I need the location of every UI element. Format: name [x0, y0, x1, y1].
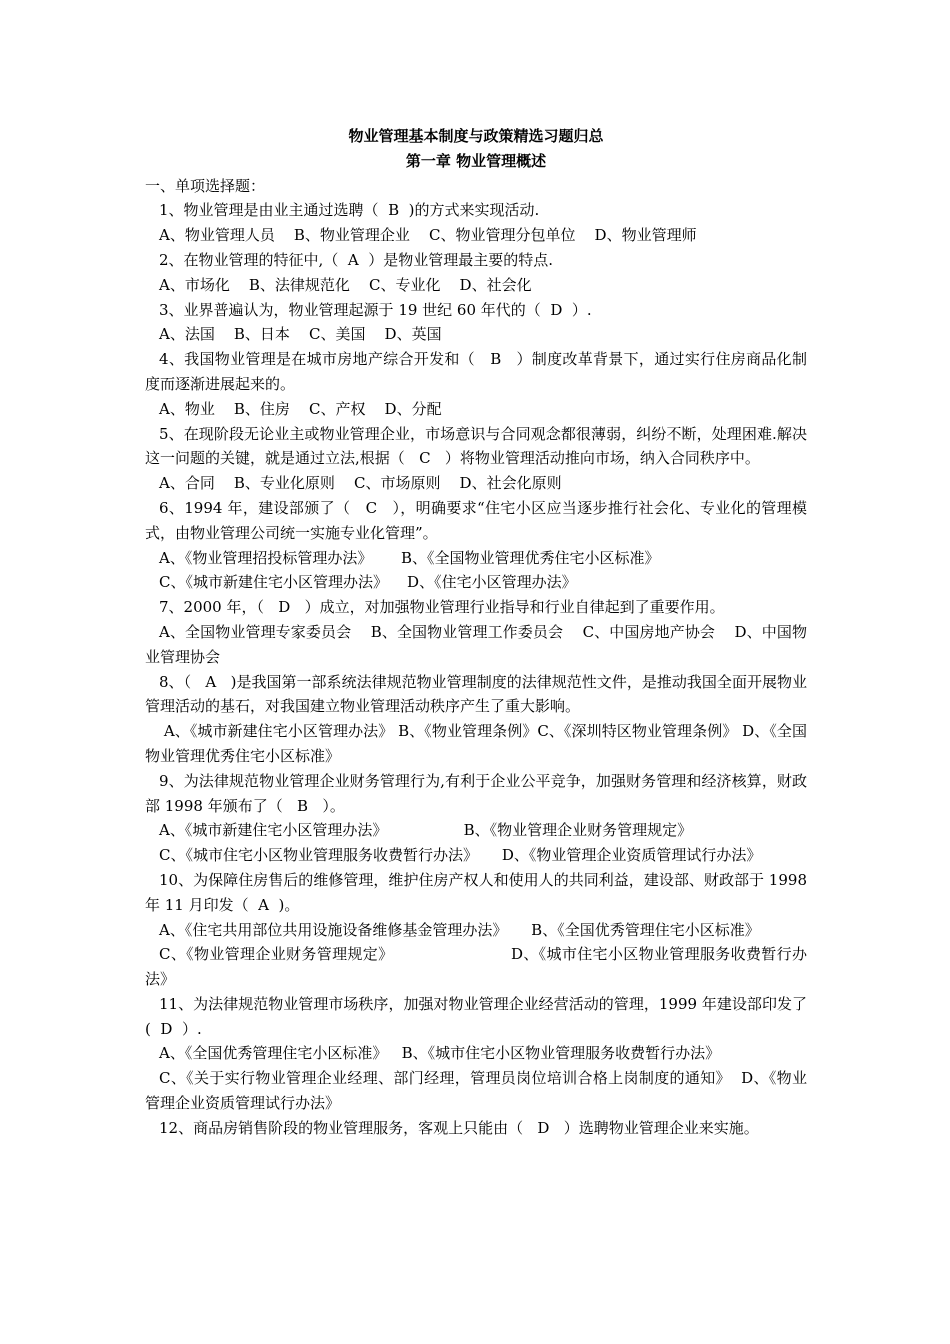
- options-line: C、《关于实行物业管理企业经理、部门经理，管理员岗位培训合格上岗制度的通知》 D、《物业管理企业资质管理试行办法》: [145, 1069, 807, 1113]
- question-line: 3、业界普遍认为，物业管理起源于 19 世纪 60 年代的（ D ）.: [159, 300, 592, 319]
- question-line: 6、1994 年，建设部颁了（ C ），明确要求“住宅小区应当逐步推行社会化、专业化的管理模式，由物业管理公司统一实施专业化管理”。: [145, 498, 807, 542]
- options-line: A、《住宅共用部位共用设施设备维修基金管理办法》 B、《全国优秀管理住宅小区标准》: [159, 920, 760, 939]
- options-line: A、合同 B、专业化原则 C、市场原则 D、社会化原则: [159, 474, 562, 493]
- options-line: A、《物业管理招投标管理办法》 B、《全国物业管理优秀住宅小区标准》: [159, 548, 660, 567]
- question-line: 5、在现阶段无论业主或物业管理企业，市场意识与合同观念都很薄弱，纠纷不断，处理困难.解决这一问题的关键，就是通过立法,根据（ C ）将物业管理活动推向市场，纳入合同秩序中。: [145, 424, 807, 468]
- options-line: A、《城市新建住宅小区管理办法》 B、《物业管理条例》C、《深圳特区物业管理条例》 D、《全国物业管理优秀住宅小区标准》: [145, 722, 807, 765]
- question-line: 9、为法律规范物业管理企业财务管理行为,有利于企业公平竞争，加强财务管理和经济核算，财政部 1998 年颁布了（ B ）。: [145, 771, 807, 815]
- chapter-title: 第一章 物业管理概述: [405, 151, 547, 170]
- options-line: A、《全国优秀管理住宅小区标准》 B、《城市住宅小区物业管理服务收费暂行办法》: [159, 1044, 721, 1063]
- options-line: A、物业 B、住房 C、产权 D、分配: [159, 399, 442, 418]
- question-line: 1、物业管理是由业主通过选聘（ B )的方式来实现活动.: [159, 201, 540, 220]
- options-line: C、《物业管理企业财务管理规定》 D、《城市住宅小区物业管理服务收费暂行办法》: [145, 945, 807, 989]
- options-line: C、《城市新建住宅小区管理办法》 D、《住宅小区管理办法》: [159, 573, 577, 592]
- options-line: A、物业管理人员 B、物业管理企业 C、物业管理分包单位 D、物业管理师: [159, 226, 697, 245]
- section-heading: 一、单项选择题：: [145, 176, 266, 195]
- question-line: 8、（ A )是我国第一部系统法律规范物业管理制度的法律规范性文件，是推动我国全面开展物业管理活动的基石，对我国建立物业管理活动秩序产生了重大影响。: [145, 672, 807, 716]
- document-title: 物业管理基本制度与政策精选习题归总: [348, 127, 604, 145]
- options-line: A、市场化 B、法律规范化 C、专业化 D、社会化: [159, 275, 532, 294]
- options-line: A、全国物业管理专家委员会 B、全国物业管理工作委员会 C、中国房地产协会 D、中国物业管理协会: [145, 622, 807, 666]
- question-line: 4、我国物业管理是在城市房地产综合开发和（ B ）制度改革背景下，通过实行住房商品化制度而逐渐进展起来的。: [145, 350, 807, 393]
- options-line: A、《城市新建住宅小区管理办法》 B、《物业管理企业财务管理规定》: [159, 821, 693, 840]
- options-line: A、法国 B、日本 C、美国 D、英国: [159, 325, 442, 344]
- question-line: 10、为保障住房售后的维修管理，维护住房产权人和使用人的共同利益，建设部、财政部于 1998 年 11 月印发（ A )。: [145, 870, 812, 914]
- question-line: 2、在物业管理的特征中,（ A ）是物业管理最主要的特点.: [159, 250, 553, 269]
- question-line: 11、为法律规范物业管理市场秩序，加强对物业管理企业经营活动的管理，1999 年建设部印发了( D ）.: [145, 994, 807, 1038]
- options-line: C、《城市住宅小区物业管理服务收费暂行办法》 D、《物业管理企业资质管理试行办法》: [159, 846, 762, 865]
- document-content: [145, 124, 812, 1141]
- question-line: 12、商品房销售阶段的物业管理服务，客观上只能由（ D ）选聘物业管理企业来实施。: [159, 1118, 759, 1137]
- question-line: 7、2000 年，（ D ）成立，对加强物业管理行业指导和行业自律起到了重要作用。: [159, 598, 725, 617]
